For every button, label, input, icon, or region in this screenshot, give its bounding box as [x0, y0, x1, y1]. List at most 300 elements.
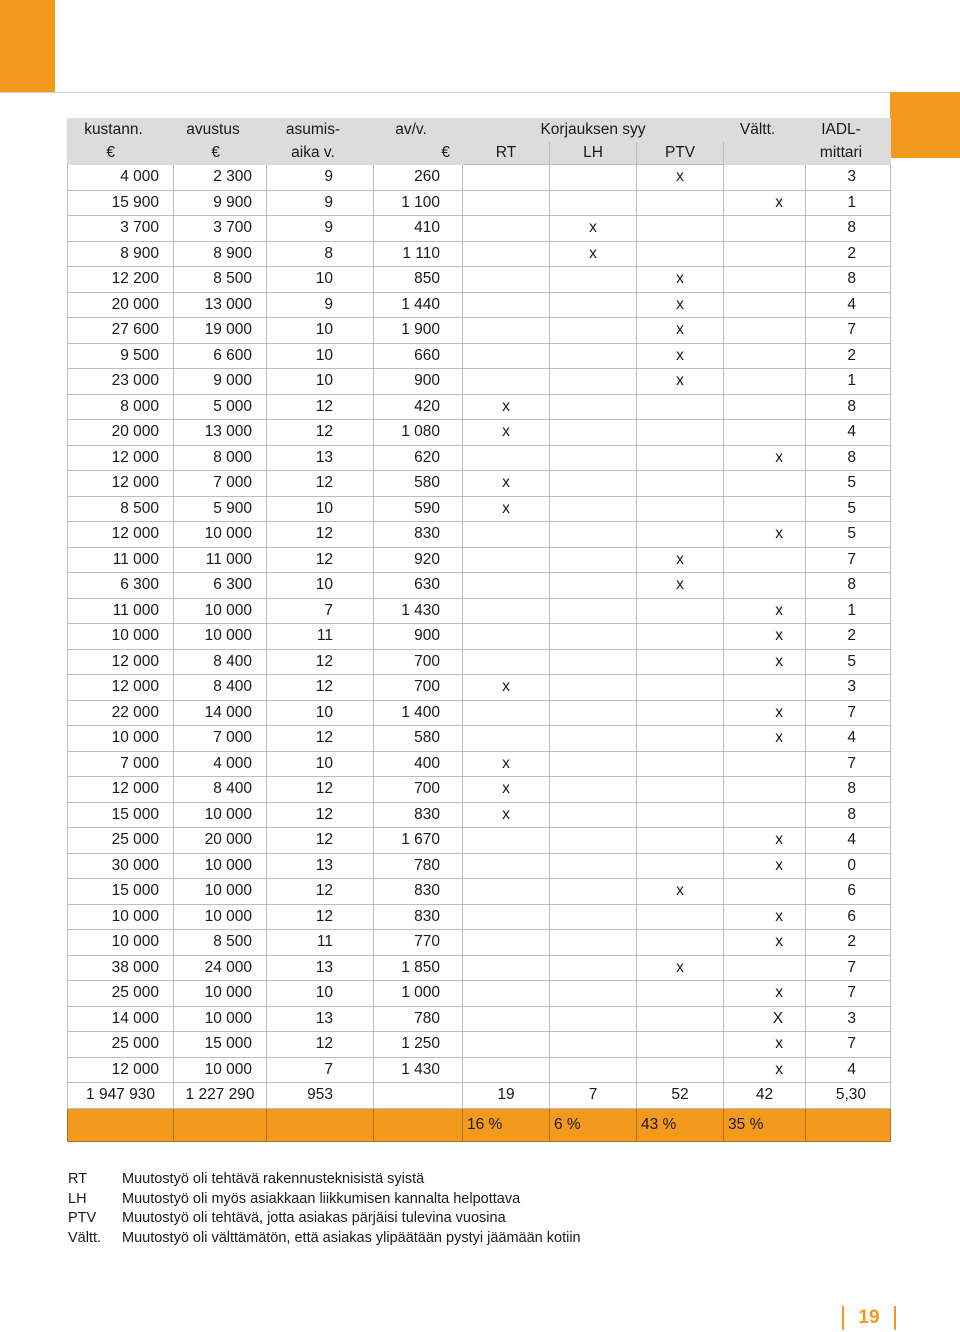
table-cell: 3 700: [68, 216, 174, 242]
table-cell: [550, 343, 637, 369]
table-cell: 10: [267, 981, 374, 1007]
total-cell: 19: [463, 1083, 550, 1109]
table-cell: [637, 904, 724, 930]
table-cell: [724, 394, 806, 420]
table-cell: x: [550, 241, 637, 267]
header-row-1: [68, 119, 891, 142]
table-cell: [637, 241, 724, 267]
table-cell: [637, 777, 724, 803]
table-cell: 2: [806, 241, 891, 267]
table-cell: [463, 828, 550, 854]
table-cell: 920: [374, 547, 463, 573]
percent-empty-cell: [267, 1108, 374, 1141]
table-row: [68, 700, 891, 726]
table-cell: 580: [374, 471, 463, 497]
table-cell: [724, 471, 806, 497]
table-cell: 4: [806, 292, 891, 318]
table-cell: 2 300: [174, 165, 267, 191]
table-cell: 8 000: [68, 394, 174, 420]
table-cell: x: [637, 165, 724, 191]
table-row: [68, 1006, 891, 1032]
table-cell: 830: [374, 904, 463, 930]
table-cell: 7: [806, 981, 891, 1007]
table-cell: 410: [374, 216, 463, 242]
table-cell: 24 000: [174, 955, 267, 981]
table-cell: [724, 165, 806, 191]
col-valtt: Vältt.: [724, 119, 806, 142]
table-cell: 1 110: [374, 241, 463, 267]
table-cell: 10 000: [174, 981, 267, 1007]
table-cell: [463, 930, 550, 956]
table-cell: [463, 700, 550, 726]
table-cell: x: [637, 292, 724, 318]
percent-cell: 16 %: [463, 1108, 550, 1141]
table-row: [68, 828, 891, 854]
table-cell: 9 000: [174, 369, 267, 395]
table-cell: [637, 190, 724, 216]
table-cell: 14 000: [68, 1006, 174, 1032]
table-row: [68, 879, 891, 905]
table-cell: 15 900: [68, 190, 174, 216]
table-cell: 400: [374, 751, 463, 777]
table-cell: 14 000: [174, 700, 267, 726]
table-cell: 6 300: [68, 573, 174, 599]
table-cell: 25 000: [68, 1032, 174, 1058]
table-cell: [724, 292, 806, 318]
table-cell: 8 400: [174, 649, 267, 675]
table-cell: 1 430: [374, 598, 463, 624]
table-cell: 15 000: [174, 1032, 267, 1058]
table-cell: 770: [374, 930, 463, 956]
table-cell: 11 000: [68, 547, 174, 573]
table-cell: 10: [267, 573, 374, 599]
table-cell: [463, 343, 550, 369]
table-cell: 590: [374, 496, 463, 522]
table-cell: x: [550, 216, 637, 242]
legend-key: RT: [68, 1171, 88, 1187]
col-asumis: asumis-: [267, 119, 374, 142]
table-cell: [463, 904, 550, 930]
table-cell: [637, 216, 724, 242]
table-cell: 1 400: [374, 700, 463, 726]
table-cell: 12: [267, 1032, 374, 1058]
table-cell: 12: [267, 547, 374, 573]
table-cell: [637, 471, 724, 497]
table-cell: 630: [374, 573, 463, 599]
table-cell: x: [724, 981, 806, 1007]
total-cell: [374, 1083, 463, 1109]
table-cell: 20 000: [174, 828, 267, 854]
table-cell: [463, 598, 550, 624]
table-row: [68, 802, 891, 828]
table-row: [68, 547, 891, 573]
table-cell: 25 000: [68, 981, 174, 1007]
table-cell: 9: [267, 165, 374, 191]
table-cell: 12: [267, 675, 374, 701]
table-cell: [637, 1057, 724, 1083]
table-cell: 10 000: [68, 904, 174, 930]
table-cell: [637, 981, 724, 1007]
table-cell: [724, 802, 806, 828]
table-cell: 0: [806, 853, 891, 879]
table-cell: 1 440: [374, 292, 463, 318]
legend-item: [68, 1229, 581, 1249]
header-row-2: [68, 142, 891, 165]
table-cell: 4: [806, 828, 891, 854]
table-cell: x: [637, 955, 724, 981]
table-cell: 900: [374, 369, 463, 395]
table-cell: [637, 420, 724, 446]
table-cell: 7: [806, 318, 891, 344]
table-cell: 1 850: [374, 955, 463, 981]
table-cell: 8: [806, 394, 891, 420]
table-cell: X: [724, 1006, 806, 1032]
table-cell: x: [724, 598, 806, 624]
table-cell: 8 500: [174, 930, 267, 956]
table-cell: 620: [374, 445, 463, 471]
table-cell: [637, 726, 724, 752]
table-row: [68, 751, 891, 777]
table-cell: x: [724, 522, 806, 548]
table-cell: 8 500: [174, 267, 267, 293]
table-cell: [463, 241, 550, 267]
table-cell: 12: [267, 904, 374, 930]
table-cell: 10 000: [68, 930, 174, 956]
table-row: [68, 930, 891, 956]
table-cell: 700: [374, 675, 463, 701]
table-cell: 5: [806, 496, 891, 522]
table-cell: 1 000: [374, 981, 463, 1007]
table-cell: 7 000: [174, 471, 267, 497]
table-row: [68, 267, 891, 293]
table-cell: 6: [806, 879, 891, 905]
table-cell: 7: [806, 547, 891, 573]
table-cell: x: [637, 369, 724, 395]
table-cell: [463, 547, 550, 573]
table-cell: [550, 369, 637, 395]
table-cell: 10 000: [68, 624, 174, 650]
table-cell: 12: [267, 802, 374, 828]
table-cell: 8: [806, 216, 891, 242]
table-cell: x: [637, 573, 724, 599]
table-cell: x: [637, 879, 724, 905]
legend-key: PTV: [68, 1210, 97, 1226]
table-cell: 700: [374, 777, 463, 803]
table-cell: 3: [806, 165, 891, 191]
table-cell: 12: [267, 726, 374, 752]
table-cell: 4: [806, 420, 891, 446]
legend-item: [68, 1209, 581, 1229]
table-cell: 13: [267, 1006, 374, 1032]
table-cell: [550, 981, 637, 1007]
legend-item: [68, 1170, 581, 1190]
table-row: [68, 726, 891, 752]
table-cell: 260: [374, 165, 463, 191]
table-cell: 8 400: [174, 777, 267, 803]
table-cell: 12 000: [68, 445, 174, 471]
table-cell: 4 000: [68, 165, 174, 191]
table-cell: 780: [374, 1006, 463, 1032]
table-cell: 4: [806, 726, 891, 752]
table-cell: 3: [806, 1006, 891, 1032]
table-cell: 8: [806, 445, 891, 471]
table-cell: [550, 624, 637, 650]
table-cell: x: [637, 267, 724, 293]
table-cell: [724, 879, 806, 905]
table-cell: 12 000: [68, 675, 174, 701]
table-cell: x: [637, 547, 724, 573]
table-row: [68, 471, 891, 497]
table-cell: 1: [806, 598, 891, 624]
table-cell: [550, 496, 637, 522]
table-cell: 700: [374, 649, 463, 675]
total-cell: 1 947 930: [68, 1083, 174, 1109]
table-row: [68, 522, 891, 548]
table-cell: 11 000: [68, 598, 174, 624]
table-cell: 27 600: [68, 318, 174, 344]
table-cell: 10: [267, 318, 374, 344]
legend-key: Vältt.: [68, 1229, 102, 1246]
table-cell: 8 900: [174, 241, 267, 267]
table-cell: 12 000: [68, 649, 174, 675]
table-cell: 8: [806, 802, 891, 828]
sub-ptv: PTV: [637, 142, 724, 165]
table-cell: 10 000: [174, 1057, 267, 1083]
table-cell: 10 000: [174, 598, 267, 624]
table-cell: x: [463, 675, 550, 701]
legend-text: Muutostyö oli myös asiakkaan liikkumisen kannalta helpottava: [122, 1190, 521, 1207]
table-cell: 6 600: [174, 343, 267, 369]
table-row: [68, 343, 891, 369]
percent-empty-cell: [174, 1108, 267, 1141]
table-cell: 10 000: [174, 1006, 267, 1032]
legend-text: Muutostyö oli tehtävä rakennusteknisistä syistä: [122, 1171, 425, 1187]
table-cell: 1 250: [374, 1032, 463, 1058]
legend-item: [68, 1190, 581, 1210]
table-cell: 5: [806, 471, 891, 497]
table-cell: [637, 496, 724, 522]
table-cell: [463, 522, 550, 548]
table-cell: 580: [374, 726, 463, 752]
table-cell: 420: [374, 394, 463, 420]
table-cell: 10: [267, 267, 374, 293]
table-cell: [637, 522, 724, 548]
percent-empty-cell: [374, 1108, 463, 1141]
table-cell: [724, 751, 806, 777]
table-cell: 1: [806, 369, 891, 395]
table-cell: [550, 420, 637, 446]
total-cell: 7: [550, 1083, 637, 1109]
table-row: [68, 420, 891, 446]
table-cell: [550, 1057, 637, 1083]
table-cell: 10 000: [174, 624, 267, 650]
table-cell: 3: [806, 675, 891, 701]
table-cell: [463, 165, 550, 191]
table-cell: [550, 471, 637, 497]
table-cell: 12: [267, 394, 374, 420]
table-row: [68, 165, 891, 191]
table-row: [68, 496, 891, 522]
table-cell: 22 000: [68, 700, 174, 726]
total-cell: 42: [724, 1083, 806, 1109]
unit-kustann: €: [68, 142, 174, 165]
table-cell: [637, 700, 724, 726]
table-cell: 1 080: [374, 420, 463, 446]
table-cell: [550, 879, 637, 905]
table-cell: 12 000: [68, 777, 174, 803]
percent-cell: 35 %: [724, 1108, 806, 1141]
table-cell: [550, 853, 637, 879]
unit-av: €: [374, 142, 463, 165]
table-cell: x: [463, 802, 550, 828]
table-row: [68, 190, 891, 216]
total-cell: 1 227 290: [174, 1083, 267, 1109]
table-cell: 1 670: [374, 828, 463, 854]
table-cell: [637, 598, 724, 624]
table-row: [68, 904, 891, 930]
table-row: [68, 292, 891, 318]
table-cell: [550, 649, 637, 675]
percent-row: [68, 1108, 891, 1141]
asumis-line2: aika v.: [267, 142, 374, 165]
percent-cell: 6 %: [550, 1108, 637, 1141]
table-cell: [550, 930, 637, 956]
table-cell: 12 000: [68, 1057, 174, 1083]
totals-row: [68, 1083, 891, 1109]
legend-key: LH: [68, 1190, 87, 1207]
table-cell: [550, 394, 637, 420]
table-cell: 3 700: [174, 216, 267, 242]
table-cell: 10 000: [174, 904, 267, 930]
orange-corner-tab: [0, 0, 55, 92]
table-cell: [463, 292, 550, 318]
table-cell: x: [724, 828, 806, 854]
orange-side-tab: [890, 92, 960, 158]
table-cell: [463, 1006, 550, 1032]
table-cell: x: [463, 777, 550, 803]
table-cell: 4 000: [174, 751, 267, 777]
table-cell: 1 100: [374, 190, 463, 216]
table-cell: [463, 216, 550, 242]
top-band: [0, 92, 891, 117]
table-cell: 830: [374, 522, 463, 548]
table-cell: [550, 675, 637, 701]
table-cell: [724, 547, 806, 573]
table-row: [68, 369, 891, 395]
table-cell: x: [724, 624, 806, 650]
table-cell: [550, 828, 637, 854]
table-cell: 38 000: [68, 955, 174, 981]
table-cell: 7: [267, 598, 374, 624]
table-cell: [463, 649, 550, 675]
table-cell: 12: [267, 879, 374, 905]
table-row: [68, 777, 891, 803]
table-cell: [463, 726, 550, 752]
table-cell: [550, 318, 637, 344]
table-row: [68, 318, 891, 344]
table-cell: 10: [267, 496, 374, 522]
table-cell: 10 000: [174, 802, 267, 828]
col-av: av/v.: [374, 119, 463, 142]
table-cell: [463, 573, 550, 599]
table-cell: 830: [374, 879, 463, 905]
table-cell: 8: [267, 241, 374, 267]
table-cell: 7: [267, 1057, 374, 1083]
table-cell: x: [463, 751, 550, 777]
table-cell: [550, 573, 637, 599]
table-cell: 13: [267, 853, 374, 879]
table-row: [68, 853, 891, 879]
unit-avustus: €: [174, 142, 267, 165]
table-cell: x: [724, 853, 806, 879]
table-cell: [637, 1032, 724, 1058]
percent-empty-cell: [806, 1108, 891, 1141]
table-cell: [637, 649, 724, 675]
table-cell: [550, 522, 637, 548]
table-cell: [637, 394, 724, 420]
table-cell: [637, 675, 724, 701]
table-cell: [463, 1032, 550, 1058]
table-cell: [550, 1032, 637, 1058]
table-cell: 10 000: [174, 879, 267, 905]
table-row: [68, 445, 891, 471]
table-cell: 6 300: [174, 573, 267, 599]
table-cell: 10: [267, 700, 374, 726]
table-cell: 10 000: [174, 853, 267, 879]
table-cell: [724, 216, 806, 242]
table-cell: 830: [374, 802, 463, 828]
table-row: [68, 241, 891, 267]
table-row: [68, 598, 891, 624]
table-row: [68, 675, 891, 701]
table-cell: [550, 445, 637, 471]
table-cell: 12: [267, 420, 374, 446]
table-cell: x: [724, 649, 806, 675]
iadl-line2: mittari: [806, 142, 891, 165]
table-cell: [550, 547, 637, 573]
table-cell: 1 900: [374, 318, 463, 344]
table-cell: x: [724, 190, 806, 216]
table-cell: [463, 318, 550, 344]
table-cell: 780: [374, 853, 463, 879]
table-cell: 7 000: [174, 726, 267, 752]
table-cell: 8: [806, 573, 891, 599]
table-cell: [463, 267, 550, 293]
table-cell: 9: [267, 190, 374, 216]
legend-text: Muutostyö oli välttämätön, että asiakas ylipäätään pystyi jäämään kotiin: [122, 1229, 581, 1246]
table-row: [68, 1057, 891, 1083]
table-cell: [724, 420, 806, 446]
table-cell: [550, 292, 637, 318]
table-cell: [637, 445, 724, 471]
table-cell: x: [724, 700, 806, 726]
table-cell: [724, 267, 806, 293]
table-cell: x: [724, 1057, 806, 1083]
table-cell: x: [463, 471, 550, 497]
table-cell: 7: [806, 955, 891, 981]
table-cell: 13: [267, 445, 374, 471]
table-cell: [637, 624, 724, 650]
total-cell: 5,30: [806, 1083, 891, 1109]
sub-lh: LH: [550, 142, 637, 165]
table-cell: [463, 624, 550, 650]
table-cell: [637, 930, 724, 956]
table-cell: [463, 369, 550, 395]
table-cell: 12: [267, 471, 374, 497]
table-cell: 30 000: [68, 853, 174, 879]
table-cell: [550, 267, 637, 293]
table-cell: 5 000: [174, 394, 267, 420]
